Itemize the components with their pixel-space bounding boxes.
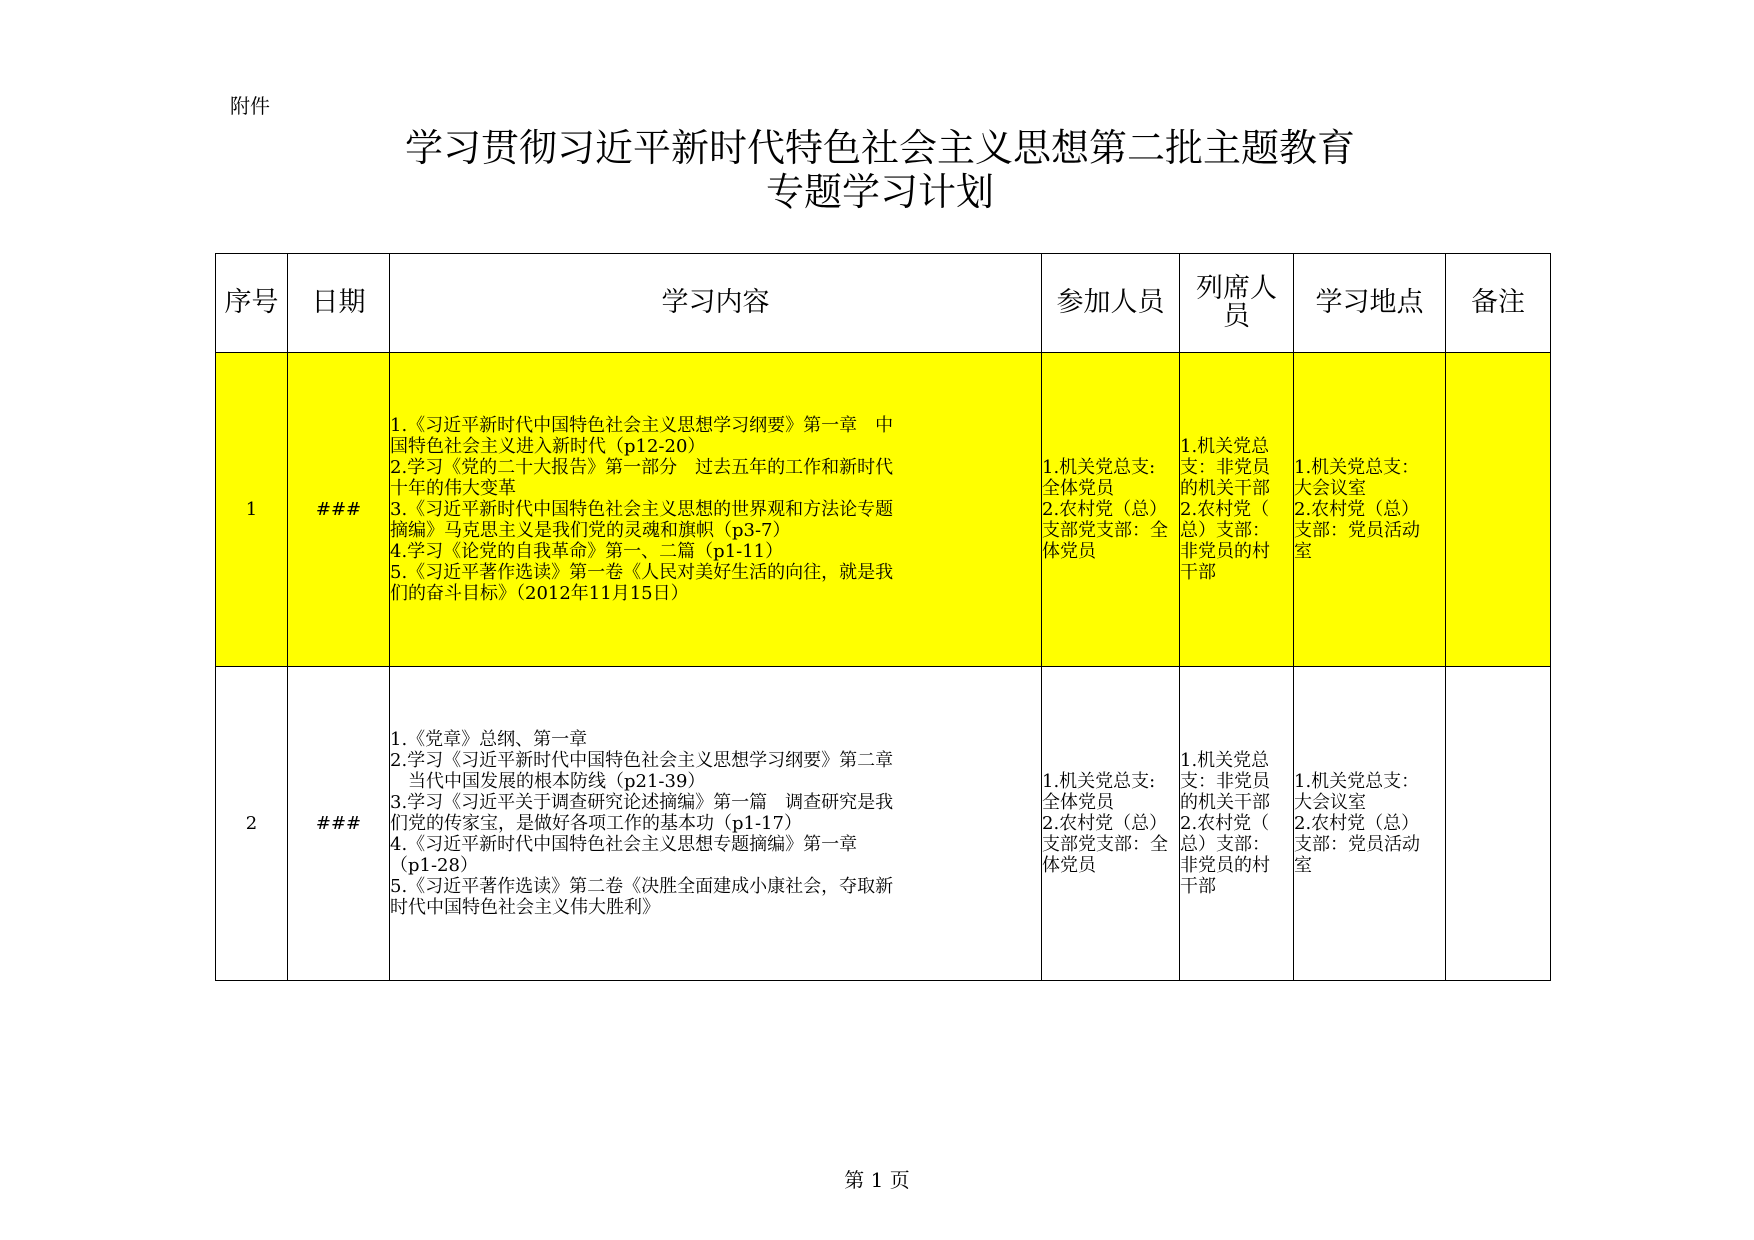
content-line: 3.学习《习近平关于调查研究论述摘编》第一篇 调查研究是我 bbox=[390, 792, 894, 813]
participants-line: 2.农村党（总） bbox=[1042, 499, 1168, 520]
row-content bbox=[390, 667, 1042, 981]
header-attendees-line2: 员 bbox=[1223, 301, 1250, 332]
content-line: 2.学习《习近平新时代中国特色社会主义思想学习纲要》第二章 bbox=[390, 750, 894, 771]
location-line: 2.农村党（总） bbox=[1294, 813, 1420, 834]
location-line: 室 bbox=[1294, 541, 1312, 562]
attendees-line: 2.农村党（ bbox=[1180, 813, 1270, 834]
study-plan-table bbox=[215, 253, 1551, 981]
row-index: 1 bbox=[216, 353, 288, 667]
location-line: 大会议室 bbox=[1294, 478, 1366, 499]
header-attendees bbox=[1180, 254, 1294, 353]
content-line: （p1-28） bbox=[390, 855, 478, 876]
attendees-line: 的机关干部 bbox=[1180, 478, 1270, 499]
row-attendees bbox=[1180, 353, 1294, 667]
row-date: ### bbox=[288, 667, 390, 981]
table-row bbox=[216, 353, 1551, 667]
participants-line: 1.机关党总支: bbox=[1042, 771, 1156, 792]
content-line: 5.《习近平著作选读》第一卷《人民对美好生活的向往，就是我 bbox=[390, 562, 894, 583]
attendees-line: 支：非党员 bbox=[1180, 457, 1270, 478]
attachment-label: 附件 bbox=[230, 94, 270, 118]
location-line: 室 bbox=[1294, 855, 1312, 876]
content-line: 4.《习近平新时代中国特色社会主义思想专题摘编》第一章 bbox=[390, 834, 858, 855]
content-line: 们党的传家宝，是做好各项工作的基本功（p1-17） bbox=[390, 813, 802, 834]
table-header-row bbox=[216, 254, 1551, 353]
attendees-line: 非党员的村 bbox=[1180, 855, 1270, 876]
location-line: 2.农村党（总） bbox=[1294, 499, 1420, 520]
page-number: 第 1 页 bbox=[844, 1168, 910, 1192]
row-index: 2 bbox=[216, 667, 288, 981]
row-remarks bbox=[1446, 667, 1551, 981]
participants-line: 支部党支部：全 bbox=[1042, 834, 1168, 855]
content-line: 1.《习近平新时代中国特色社会主义思想学习纲要》第一章 中 bbox=[390, 415, 894, 436]
participants-line: 体党员 bbox=[1042, 541, 1096, 562]
content-line: 3.《习近平新时代中国特色社会主义思想的世界观和方法论专题 bbox=[390, 499, 894, 520]
row-participants bbox=[1042, 353, 1180, 667]
attendees-line: 干部 bbox=[1180, 876, 1216, 897]
attendees-line: 干部 bbox=[1180, 562, 1216, 583]
attendees-line: 非党员的村 bbox=[1180, 541, 1270, 562]
header-participants: 参加人员 bbox=[1042, 254, 1180, 353]
content-line: 十年的伟大变革 bbox=[390, 478, 516, 499]
header-location: 学习地点 bbox=[1294, 254, 1446, 353]
row-location bbox=[1294, 667, 1446, 981]
row-participants bbox=[1042, 667, 1180, 981]
content-line: 们的奋斗目标》（2012年11月15日） bbox=[390, 583, 689, 604]
participants-line: 体党员 bbox=[1042, 855, 1096, 876]
content-line: 时代中国特色社会主义伟大胜利》 bbox=[390, 897, 660, 918]
attendees-line: 1.机关党总 bbox=[1180, 436, 1270, 457]
header-index: 序号 bbox=[216, 254, 288, 353]
title-line-2: 专题学习计划 bbox=[765, 170, 994, 214]
participants-line: 全体党员 bbox=[1042, 792, 1114, 813]
content-line: 1.《党章》总纲、第一章 bbox=[390, 729, 588, 750]
document-title bbox=[0, 126, 1754, 214]
header-attendees-line1: 列席人 bbox=[1196, 273, 1277, 304]
attendees-line: 支：非党员 bbox=[1180, 771, 1270, 792]
content-line: 2.学习《党的二十大报告》第一部分 过去五年的工作和新时代 bbox=[390, 457, 894, 478]
location-line: 支部：党员活动 bbox=[1294, 520, 1420, 541]
content-line: 5.《习近平著作选读》第二卷《决胜全面建成小康社会，夺取新 bbox=[390, 876, 894, 897]
participants-line: 全体党员 bbox=[1042, 478, 1114, 499]
header-date: 日期 bbox=[288, 254, 390, 353]
header-remarks: 备注 bbox=[1446, 254, 1551, 353]
content-line: 当代中国发展的根本防线（p21-39） bbox=[390, 771, 706, 792]
row-remarks bbox=[1446, 353, 1551, 667]
participants-line: 1.机关党总支: bbox=[1042, 457, 1156, 478]
attendees-line: 的机关干部 bbox=[1180, 792, 1270, 813]
attendees-line: 总）支部： bbox=[1180, 520, 1270, 541]
content-line: 摘编》马克思主义是我们党的灵魂和旗帜（p3-7） bbox=[390, 520, 791, 541]
content-line: 国特色社会主义进入新时代（p12-20） bbox=[390, 436, 706, 457]
location-line: 1.机关党总支： bbox=[1294, 771, 1420, 792]
participants-line: 2.农村党（总） bbox=[1042, 813, 1168, 834]
attendees-line: 2.农村党（ bbox=[1180, 499, 1270, 520]
content-line: 4.学习《论党的自我革命》第一、二篇（p1-11） bbox=[390, 541, 784, 562]
location-line: 大会议室 bbox=[1294, 792, 1366, 813]
attendees-line: 1.机关党总 bbox=[1180, 750, 1270, 771]
row-location bbox=[1294, 353, 1446, 667]
header-content: 学习内容 bbox=[390, 254, 1042, 353]
location-line: 1.机关党总支： bbox=[1294, 457, 1420, 478]
row-content bbox=[390, 353, 1042, 667]
participants-line: 支部党支部：全 bbox=[1042, 520, 1168, 541]
row-attendees bbox=[1180, 667, 1294, 981]
attendees-line: 总）支部： bbox=[1180, 834, 1270, 855]
table-row bbox=[216, 667, 1551, 981]
row-date: ### bbox=[288, 353, 390, 667]
location-line: 支部：党员活动 bbox=[1294, 834, 1420, 855]
title-line-1: 学习贯彻习近平新时代特色社会主义思想第二批主题教育 bbox=[404, 126, 1355, 170]
